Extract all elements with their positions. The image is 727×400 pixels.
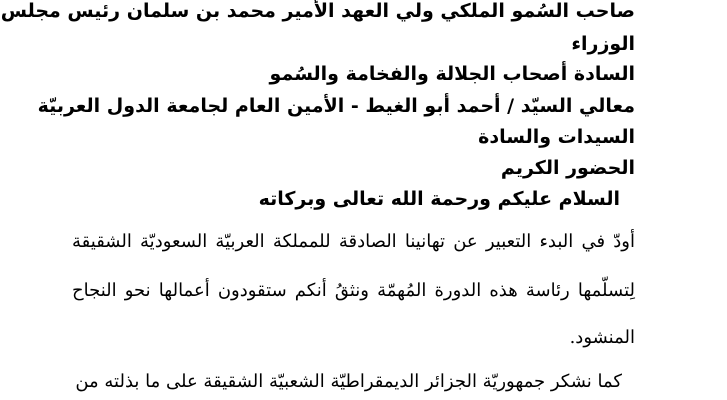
paragraph-1-line-3: المنشود.: [569, 327, 635, 348]
salutation-line-6: الحضور الكريم: [500, 157, 635, 179]
paragraph-2-line-1: كما نشكر جمهوريّة الجزائر الديمقراطيّة الشعبيّة الشقيقة على ما بذلته من: [75, 371, 622, 392]
salutation-line-4: معالي السيّد / أحمد أبو الغيط - الأمين العام لجامعة الدول العربيّة: [37, 95, 635, 117]
greeting-line: السلام عليكم ورحمة الله تعالى وبركاته: [258, 188, 620, 210]
paragraph-1-line-2: لِتسلّمها رئاسة هذه الدورة المُهمّة ونثقُ أنكم ستقودون أعمالها نحو النجاح: [72, 280, 635, 301]
paragraph-1-line-1: أودّ في البدء التعبير عن تهانينا الصادقة للمملكة العربيّة السعوديّة الشقيقة: [72, 231, 635, 252]
salutation-line-5: السيدات والسادة: [478, 126, 635, 148]
salutation-line-2: الوزراء: [571, 33, 635, 55]
salutation-line-3: السادة أصحاب الجلالة والفخامة والسُمو: [269, 63, 635, 85]
salutation-line-1: صاحب السُمو الملكي ولي العهد الأمير محمد بن سلمان رئيس مجلس: [0, 0, 635, 22]
